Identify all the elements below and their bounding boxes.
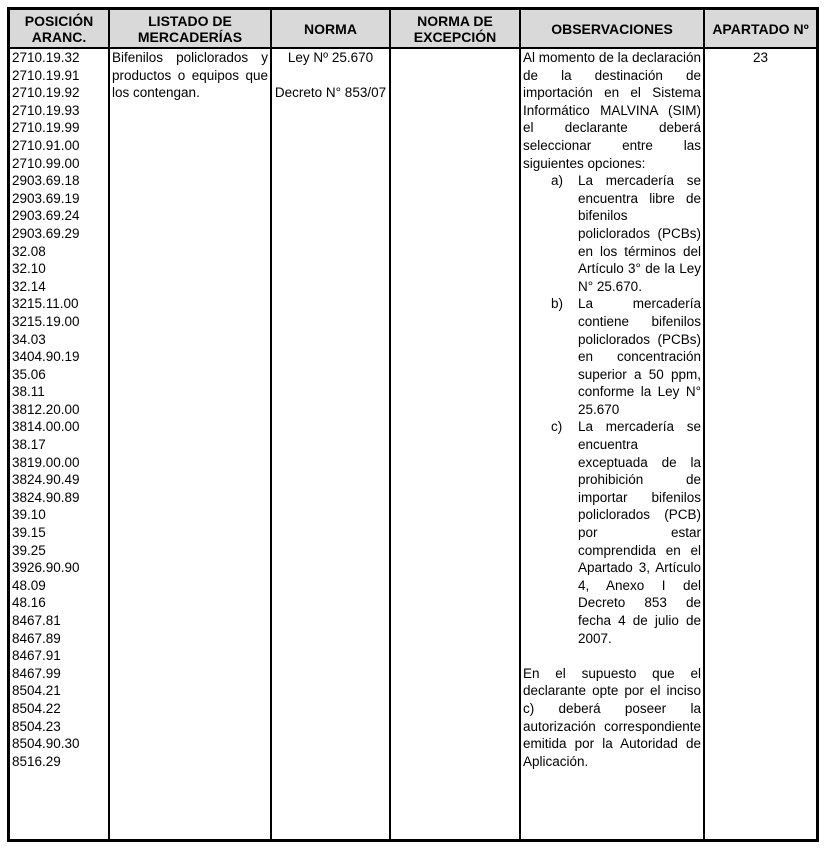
- tariff-code: 8504.23: [12, 718, 61, 734]
- obs-closing: En el supuesto que el declarante opte por el inciso c) deberá poseer la autorización correspondiente emitida por la Autoridad de Aplicación.: [523, 665, 701, 769]
- tariff-code: 8504.22: [12, 700, 61, 716]
- table-row: [9, 48, 817, 840]
- tariff-code: 8467.99: [12, 665, 61, 681]
- tariff-code: 3814.00.00: [12, 419, 80, 435]
- tariff-code: 32.10: [12, 261, 46, 277]
- tariff-code: 2710.19.93: [12, 102, 80, 118]
- tariff-code: 3812.20.00: [12, 401, 80, 417]
- tariff-code: 8504.21: [12, 683, 61, 699]
- header-listado: LISTADO DE MERCADERÍAS: [109, 9, 271, 48]
- tariff-code: 3404.90.19: [12, 349, 80, 365]
- obs-option: [523, 172, 701, 295]
- apartado-cell: 23: [704, 48, 817, 840]
- obs-option: [523, 295, 701, 418]
- tariff-code: 3819.00.00: [12, 454, 80, 470]
- tariff-code: 2710.99.00: [12, 155, 80, 171]
- document-page: [7, 7, 819, 845]
- tariff-code: 32.14: [12, 278, 46, 294]
- obs-option-text: La mercadería se encuentra libre de bifenilos policlorados (PCBs) en los términos del Artículo 3° de la Ley N° 25.670.: [578, 173, 701, 294]
- merchandise-table: [7, 7, 819, 842]
- norma-decreto: Decreto N° 853/07: [274, 85, 387, 101]
- tariff-code: 32.08: [12, 243, 46, 259]
- obs-option: [523, 418, 701, 647]
- obs-option-text: La mercadería contiene bifenilos policlorados (PCBs) en concentración superior a 50 ppm, conforme la Ley N° 25.670: [578, 296, 701, 417]
- tariff-code: 48.09: [12, 577, 46, 593]
- obs-option-marker: c): [551, 419, 563, 435]
- tariff-code: 34.03: [12, 331, 46, 347]
- tariff-code: 8516.29: [12, 753, 61, 769]
- tariff-code: 2903.69.18: [12, 173, 80, 189]
- tariff-code: 8467.81: [12, 613, 61, 628]
- obs-option-marker: a): [551, 173, 564, 189]
- tariff-code: 2903.69.19: [12, 190, 80, 206]
- header-observaciones: OBSERVACIONES: [520, 9, 704, 48]
- tariff-code: 39.25: [12, 542, 46, 558]
- codes-cell: [9, 48, 109, 840]
- norma-ley: Ley Nº 25.670: [287, 50, 374, 65]
- tariff-code: 39.10: [12, 507, 46, 523]
- tariff-code: 2710.19.91: [12, 67, 80, 83]
- obs-option-text: La mercadería se encuentra exceptuada de la prohibición de importar bifenilos policlorados (PCB) por estar comprendida en el Apartado 3, Artículo 4, Anexo I del Decreto 853 de fecha 4 de julio de 2007.: [578, 419, 701, 646]
- obs-option-marker: b): [551, 296, 564, 312]
- tariff-code: 8467.91: [12, 648, 61, 664]
- tariff-code: 35.06: [12, 366, 46, 382]
- tariff-code: 3824.90.89: [12, 489, 80, 505]
- tariff-code: 2903.69.29: [12, 225, 80, 241]
- norma-cell: [271, 48, 390, 840]
- header-excepcion: NORMA DE EXCEPCIÓN: [390, 9, 520, 48]
- tariff-code: 2903.69.24: [12, 208, 80, 224]
- tariff-code: 3824.90.49: [12, 472, 80, 488]
- tariff-code: 2710.19.92: [12, 85, 80, 101]
- tariff-code: 39.15: [12, 525, 46, 541]
- obs-options-list: [523, 172, 701, 647]
- tariff-code: 2710.19.99: [12, 120, 80, 136]
- tariff-code: 2710.91.00: [12, 137, 80, 153]
- excepcion-cell: [390, 48, 520, 840]
- obs-intro: Al momento de la declaración de la destinación de importación en el Sistema Informático MALVINA (SIM) el declarante deberá seleccionar entre las siguientes opciones:: [523, 50, 701, 171]
- tariff-code: 48.16: [12, 595, 46, 611]
- mercaderias-cell: Bifenilos policlorados y productos o equipos que los contengan.: [109, 48, 271, 840]
- header-posicion: POSICIÓN ARANC.: [9, 9, 109, 48]
- tariff-code: 38.17: [12, 437, 46, 453]
- tariff-code: 3215.11.00: [12, 296, 79, 312]
- tariff-code: 8504.90.30: [12, 736, 80, 752]
- tariff-code: 2710.19.32: [12, 50, 80, 65]
- observaciones-cell: [520, 48, 704, 840]
- header-row: [9, 9, 817, 48]
- tariff-code: 8467.89: [12, 630, 61, 646]
- tariff-code: 3215.19.00: [12, 313, 80, 329]
- header-apartado: APARTADO Nº: [704, 9, 817, 48]
- tariff-code: 3926.90.90: [12, 560, 80, 576]
- header-norma: NORMA: [271, 9, 390, 48]
- tariff-code: 38.11: [12, 384, 45, 400]
